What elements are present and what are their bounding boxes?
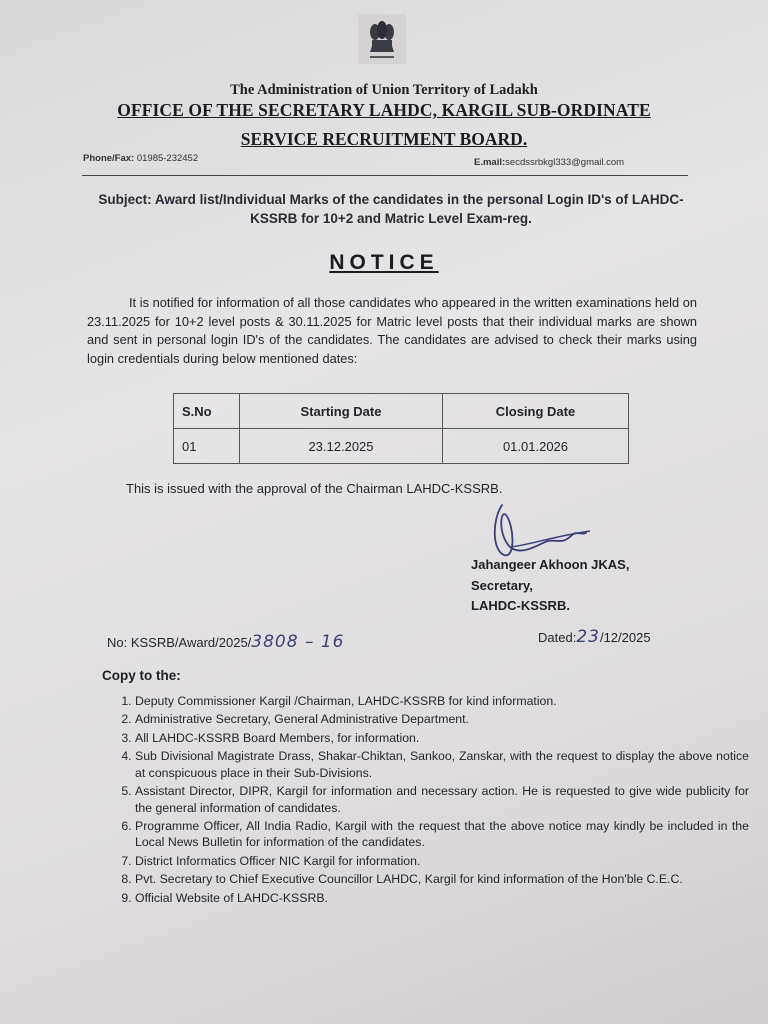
list-item: 1. Deputy Commissioner Kargil /Chairman, LAHDC-KSSRB for kind information.: [135, 693, 749, 709]
signatory-block: [471, 555, 629, 617]
signatory-name: Jahangeer Akhoon JKAS,: [471, 557, 630, 572]
email-contact: [474, 157, 624, 168]
list-item: 7. District Informatics Officer NIC Kargil for information.: [135, 853, 749, 869]
list-item: 4. Sub Divisional Magistrate Drass, Shakar-Chiktan, Sankoo, Zanskar, with the request to display the above notice at conspicuous place in their Sub-Divisions.: [135, 748, 749, 781]
list-item: 8. Pvt. Secretary to Chief Executive Councillor LAHDC, Kargil for kind information of the Hon'ble C.E.C.: [135, 871, 749, 887]
approval-statement: This is issued with the approval of the Chairman LAHDC-KSSRB.: [126, 481, 503, 496]
copy-list: [108, 693, 749, 908]
list-item: 6. Programme Officer, All India Radio, Kargil with the request that the above notice may kindly be included in the Local News Bulletin for information of the candidates.: [135, 818, 749, 851]
header-sno: S.No: [174, 394, 240, 429]
office-title: OFFICE OF THE SECRETARY LAHDC, KARGIL SUB-ORDINATE: [117, 100, 651, 120]
table-header-row: [174, 394, 629, 429]
dated-day: 23: [576, 627, 600, 647]
dated-label: Dated:: [538, 630, 577, 645]
list-item: 3. All LAHDC-KSSRB Board Members, for information.: [135, 730, 749, 746]
list-item: 2. Administrative Secretary, General Administrative Department.: [135, 711, 749, 727]
email-label: E.mail:: [474, 157, 506, 168]
issue-date: [538, 627, 651, 647]
reference-label: No: KSSRB/Award/2025/: [107, 635, 252, 650]
header-starting-date: Starting Date: [240, 394, 443, 429]
cell-sno: 01: [174, 429, 240, 464]
list-item: 9. Official Website of LAHDC-KSSRB.: [135, 890, 749, 906]
phone-fax: [83, 153, 198, 164]
copy-to-heading: Copy to the:: [102, 668, 181, 683]
list-item: 5. Assistant Director, DIPR, Kargil for information and necessary action. He is requested to give wide publicity for the general information of candidates.: [135, 783, 749, 816]
administration-line: The Administration of Union Territory of Ladakh: [230, 82, 538, 98]
cell-closing-date: 01.01.2026: [443, 429, 629, 464]
table-row: [174, 429, 629, 464]
board-title: SERVICE RECRUITMENT BOARD.: [240, 129, 528, 149]
reference-number: [107, 632, 345, 652]
signatory-designation: Secretary,: [471, 577, 533, 593]
cell-starting-date: 23.12.2025: [240, 429, 443, 464]
subject-line: Subject: Award list/Individual Marks of the candidates in the personal Login ID's of LAHDC-KSSRB for 10+2 and Matric Level Exam-reg.: [98, 192, 684, 226]
dated-rest: /12/2025: [599, 630, 651, 645]
dates-table: [173, 393, 629, 464]
state-emblem-icon: [356, 12, 408, 66]
phone-value: 01985-232452: [136, 153, 199, 164]
email-value: secdssrbkgl333@gmail.com: [505, 157, 625, 168]
signatory-office: LAHDC-KSSRB.: [471, 598, 570, 613]
phone-label: Phone/Fax:: [83, 153, 135, 164]
notice-body: It is notified for information of all those candidates who appeared in the written examinations held on 23.11.2025 for 10+2 level posts & 30.11.2025 for Matric level posts that their individual marks are shown and sent in personal login ID's of the candidates. The candidates are advised to check their marks using login credentials during below mentioned dates:: [87, 295, 697, 366]
notice-heading: NOTICE: [329, 251, 439, 274]
header-closing-date: Closing Date: [443, 394, 629, 429]
reference-handwritten: 3808 – 16: [251, 632, 345, 652]
header-divider: [82, 175, 688, 176]
